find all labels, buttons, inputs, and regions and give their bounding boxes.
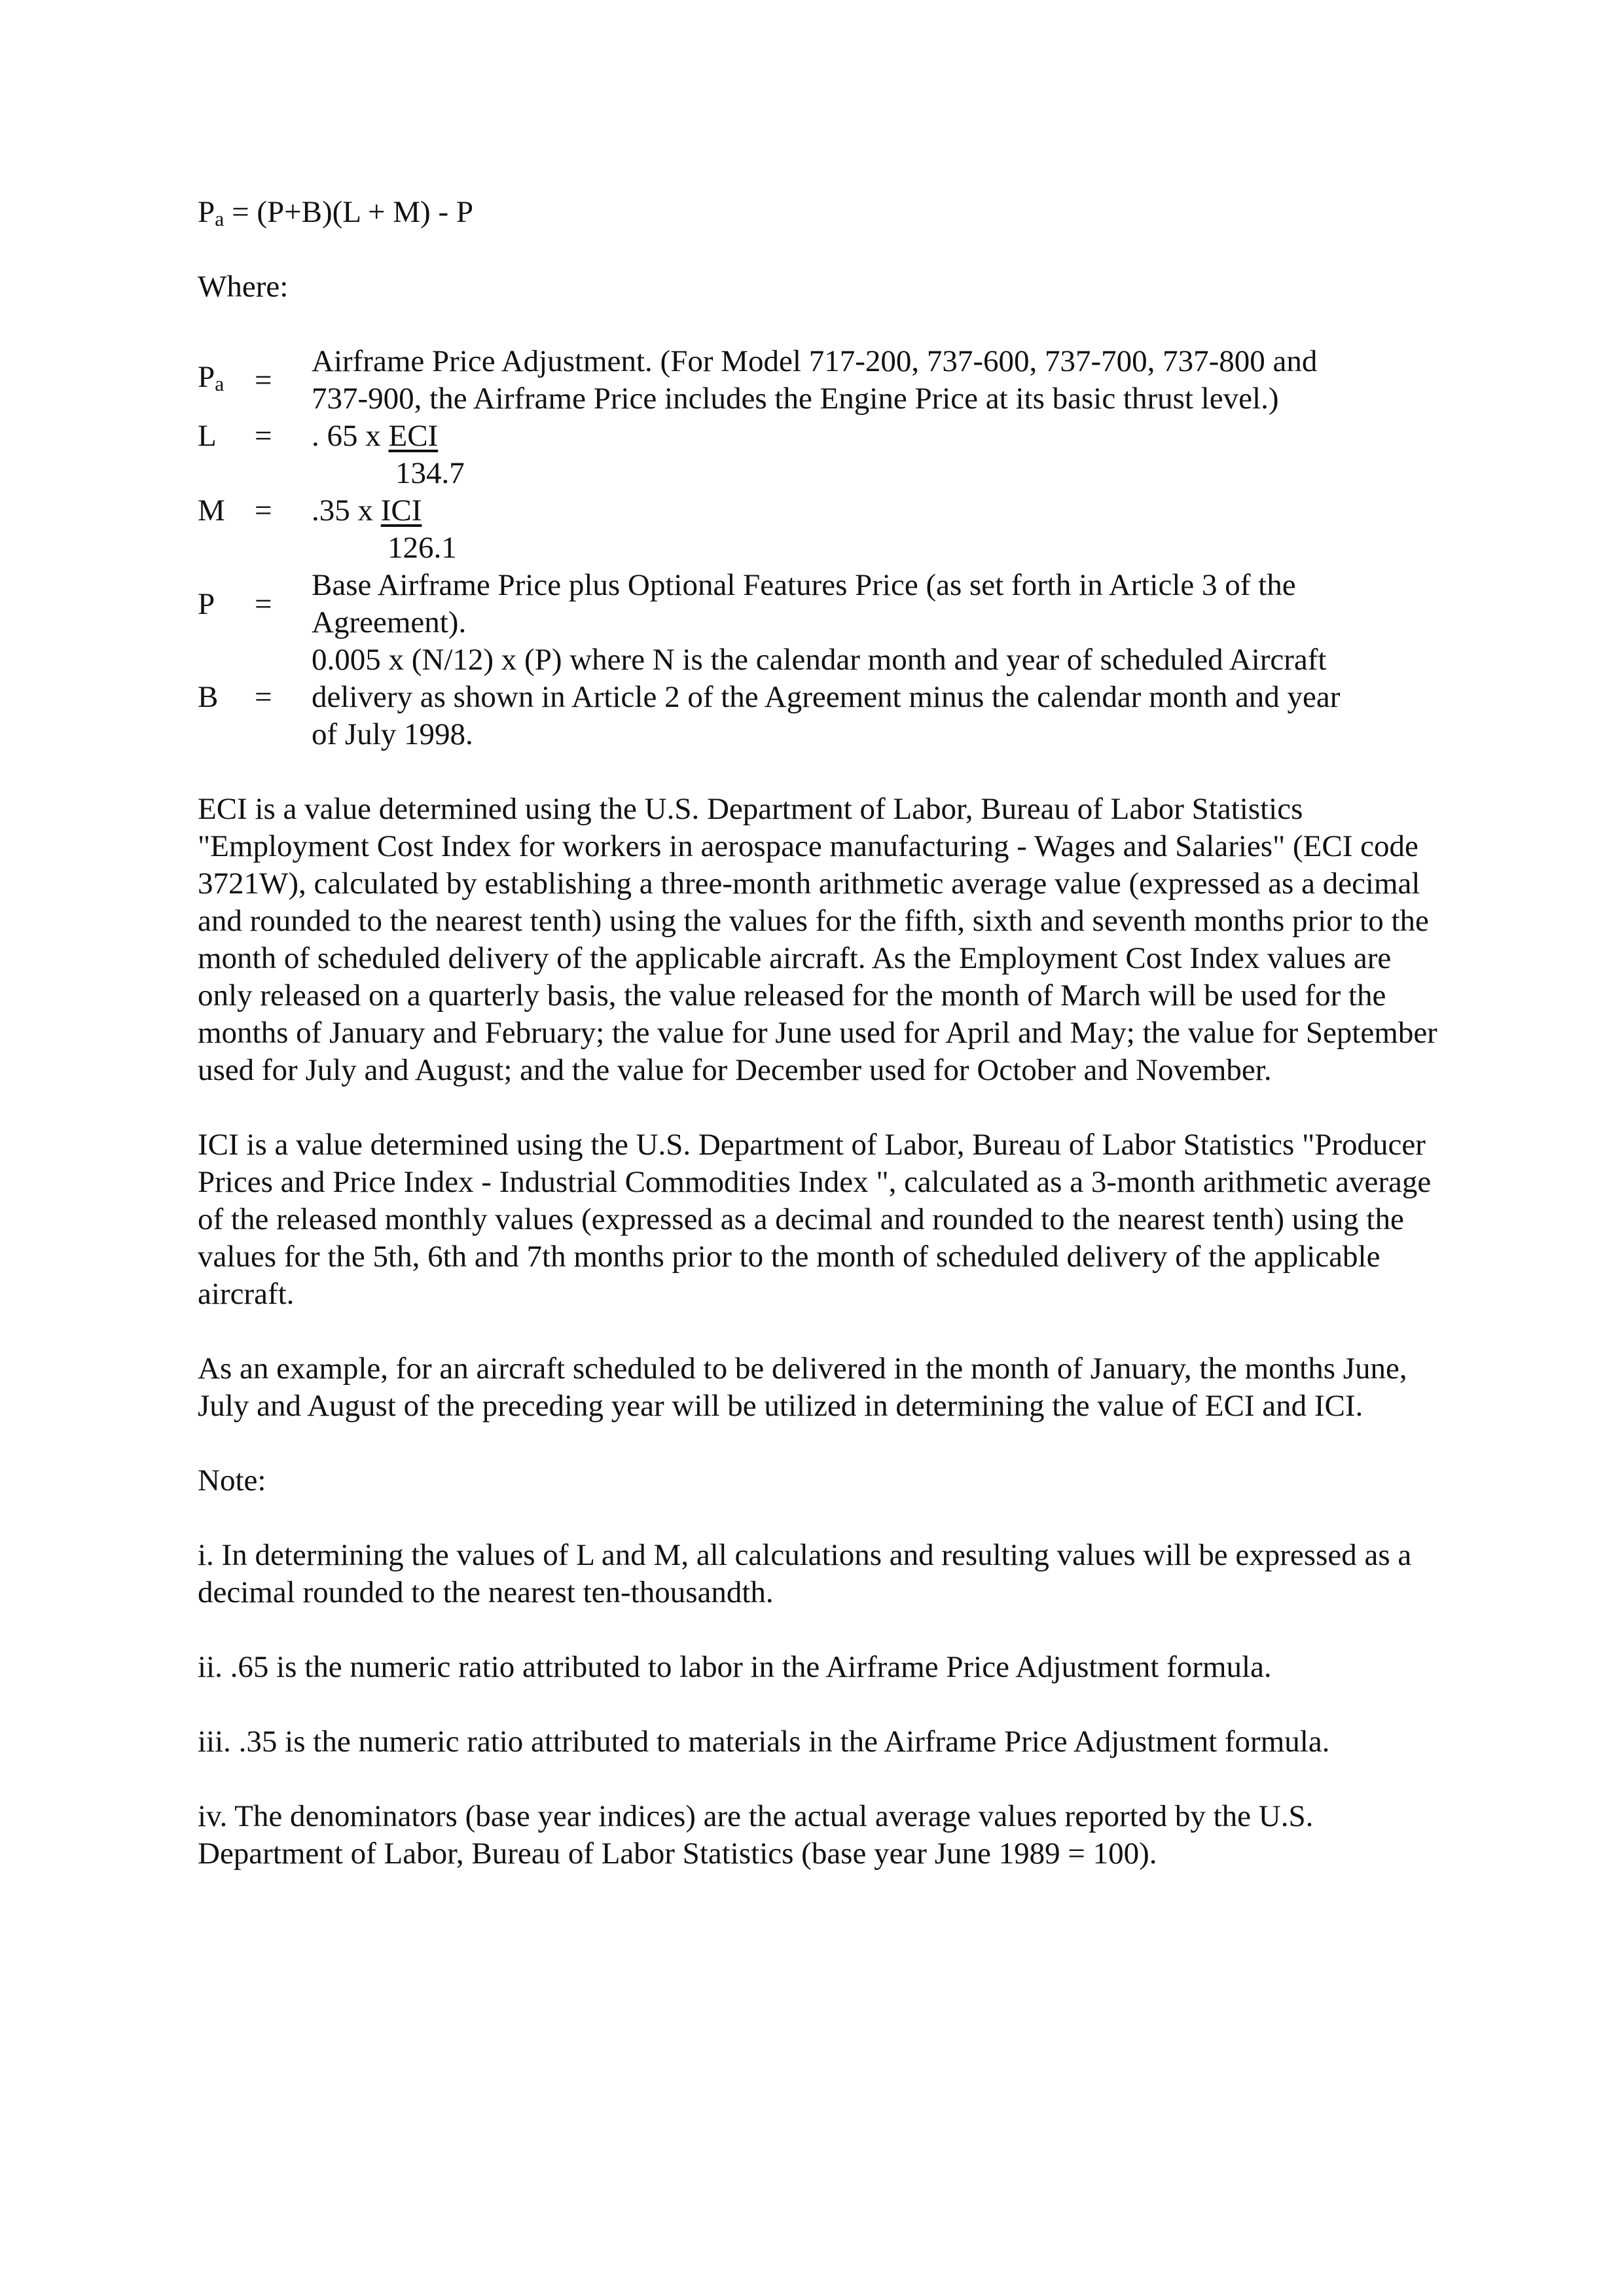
example-paragraph: As an example, for an aircraft scheduled to be delivered in the month of January, the months June, July and August of the preceding year will be utilized in determining the value of ECI and ICI. [198,1352,1407,1423]
definitions-table [198,343,1441,753]
definition-row-l-denominator [198,455,1441,492]
eci-paragraph: ECI is a value determined using the U.S. Department of Labor, Bureau of Labor Statistics "Employment Cost Index for workers in aerospace manufacturing - Wages and Salaries" (ECI code 3721W), calculated by establishing a three-month arithmetic average value (expressed as a decimal and rounded to the nearest tenth) using the values for the fifth, sixth and seventh months prior to the month of scheduled delivery of the applicable aircraft. As the Employment Cost Index values are only released on a quarterly basis, the value released for the month of March will be used for the months of January and February; the value for June used for April and May; the value for September used for July and August; and the value for December used for October and November. [198,792,1437,1087]
note-i: i. In determining the values of L and M, all calculations and resulting values will be expressed as a decimal rounded to the nearest ten-thousandth. [198,1538,1412,1609]
definition-equals: = [255,419,272,453]
note-iii: iii. .35 is the numeric ratio attributed to materials in the Airframe Price Adjustment formula. [198,1725,1330,1759]
definition-row-b [198,641,1441,753]
definition-row-pa [198,343,1441,418]
definition-value [312,492,1346,529]
definition-row-m [198,492,1441,529]
definition-symbol: B [198,680,219,714]
formula-lhs-symbol: P [198,195,215,229]
definition-value: 0.005 x (N/12) x (P) where N is the calendar month and year of scheduled Aircraft delivery as shown in Article 2 of the Agreement minus the calendar month and year of July 1998. [312,643,1341,751]
price-adjustment-formula [198,194,1441,231]
ici-numerator: ICI [380,493,422,528]
definition-symbol: Pa [198,359,225,395]
definition-value [312,418,1346,455]
ici-denominator: 126.1 [388,531,457,565]
definition-equals: = [255,493,272,528]
definition-row-l [198,418,1441,455]
definition-equals: = [255,363,272,397]
materials-ratio: .35 x [312,493,381,528]
definition-symbol: M [198,493,225,528]
definition-row-p [198,567,1441,641]
definition-symbol: L [198,419,217,453]
definition-value: Airframe Price Adjustment. (For Model 717-200, 737-600, 737-700, 737-800 and 737-900, the Airframe Price includes the Engine Price at its basic thrust level.) [312,344,1318,416]
eci-denominator: 134.7 [395,456,465,490]
formula-lhs-subscript: a [215,207,225,230]
definition-value: Base Airframe Price plus Optional Features Price (as set forth in Article 3 of the Agreement). [312,568,1296,639]
eci-numerator: ECI [388,419,439,453]
note-iv: iv. The denominators (base year indices) are the actual average values reported by the U.S. Department of Labor, Bureau of Labor Statistics (base year June 1989 = 100). [198,1799,1314,1871]
definition-equals: = [255,680,272,714]
definition-symbol: P [198,586,215,621]
formula-rhs: = (P+B)(L + M) - P [224,195,474,229]
definition-row-m-denominator [198,529,1441,567]
note-label: Note: [198,1463,266,1498]
ici-paragraph: ICI is a value determined using the U.S. Department of Labor, Bureau of Labor Statistics "Producer Prices and Price Index - Industrial Commodities Index ", calculated as a 3-month arithmetic average of the released monthly values (expressed as a decimal and rounded to the nearest tenth) using the values for the 5th, 6th and 7th months prior to the month of scheduled delivery of the applicable aircraft. [198,1128,1432,1311]
note-ii: ii. .65 is the numeric ratio attributed to labor in the Airframe Price Adjustment formula. [198,1650,1272,1684]
where-label: Where: [198,270,289,304]
definition-equals: = [255,586,272,621]
labor-ratio: . 65 x [312,419,389,453]
document-body [198,194,1441,1873]
